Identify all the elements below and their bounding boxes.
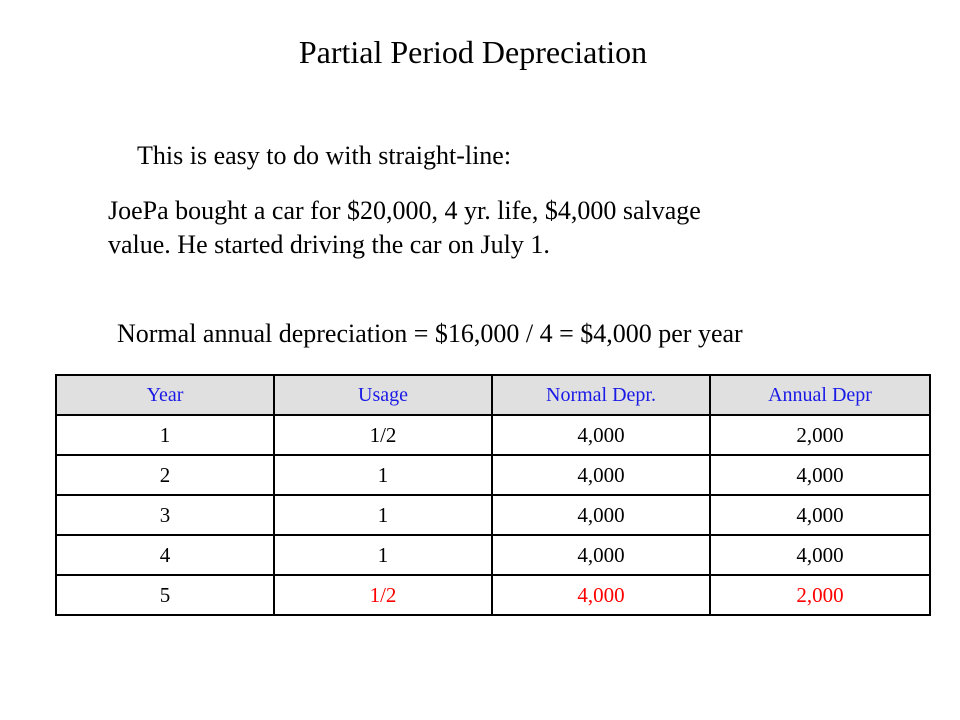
annual-depr-cell: 4,000 <box>710 495 930 535</box>
depreciation-table <box>55 374 931 616</box>
annual-depr-cell: 2,000 <box>710 415 930 455</box>
subtitle-text: This is easy to do with straight-line: <box>137 141 512 170</box>
normal-depr-cell: 4,000 <box>492 535 710 575</box>
header-year: Year <box>56 375 274 415</box>
normal-depr-cell: 4,000 <box>492 415 710 455</box>
year-cell: 3 <box>56 495 274 535</box>
year-cell: 4 <box>56 535 274 575</box>
scenario-line-1: JoePa bought a car for $20,000, 4 yr. life, $4,000 salvage <box>108 196 701 225</box>
table-row <box>56 415 930 455</box>
normal-depr-cell: 4,000 <box>492 495 710 535</box>
scenario-line-2: value. He started driving the car on July 1. <box>108 230 550 259</box>
year-cell: 2 <box>56 455 274 495</box>
usage-cell: 1/2 <box>274 415 492 455</box>
slide-title: Partial Period Depreciation <box>298 34 648 70</box>
annual-depr-cell: 4,000 <box>710 535 930 575</box>
year-cell: 1 <box>56 415 274 455</box>
table-row <box>56 495 930 535</box>
depreciation-formula: Normal annual depreciation = $16,000 / 4 = $4,000 per year <box>117 319 743 348</box>
annual-depr-cell: 4,000 <box>710 455 930 495</box>
table-row <box>56 455 930 495</box>
header-annual-depr: Annual Depr <box>710 375 930 415</box>
table-header-row <box>56 375 930 415</box>
normal-depr-cell: 4,000 <box>492 455 710 495</box>
header-normal-depr: Normal Depr. <box>492 375 710 415</box>
normal-depr-cell: 4,000 <box>492 575 710 615</box>
usage-cell: 1 <box>274 535 492 575</box>
scenario-paragraph <box>108 194 868 262</box>
usage-cell: 1/2 <box>274 575 492 615</box>
usage-cell: 1 <box>274 495 492 535</box>
annual-depr-cell: 2,000 <box>710 575 930 615</box>
table-row <box>56 535 930 575</box>
year-cell: 5 <box>56 575 274 615</box>
header-usage: Usage <box>274 375 492 415</box>
usage-cell: 1 <box>274 455 492 495</box>
table-row-highlighted <box>56 575 930 615</box>
